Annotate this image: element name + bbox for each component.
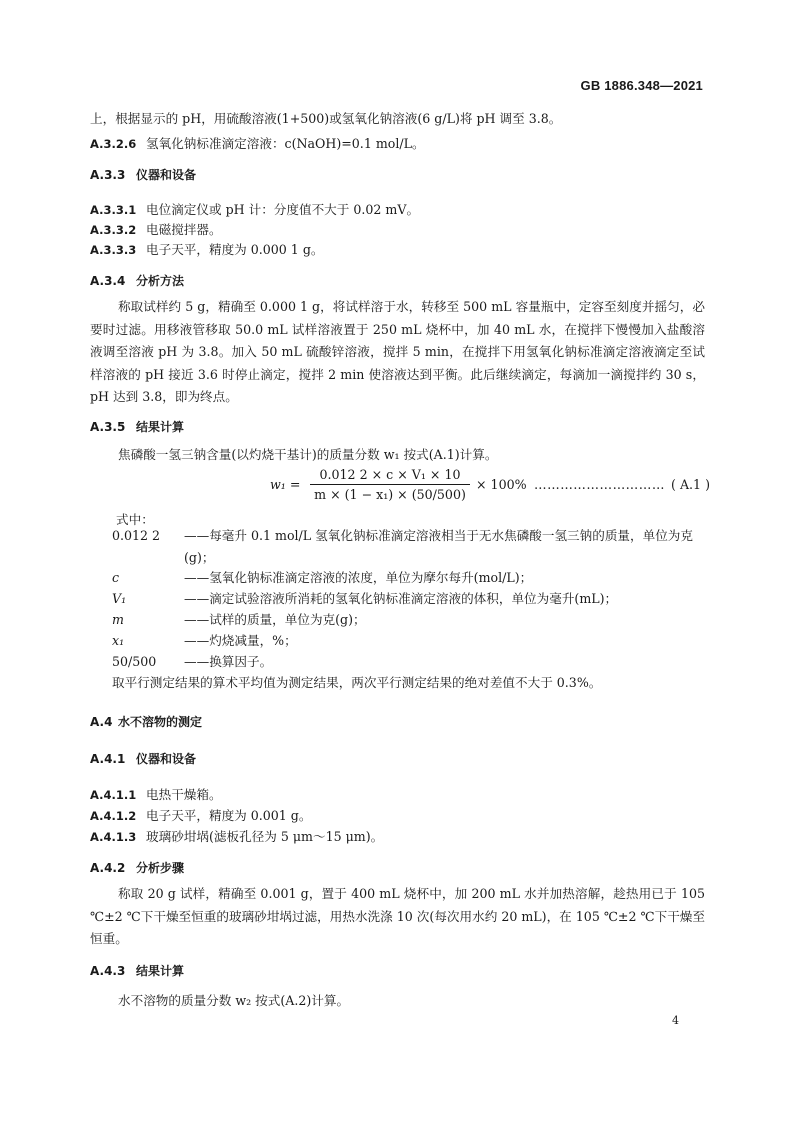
heading-a3-5 xyxy=(90,418,184,435)
item-a4-1-2 xyxy=(90,805,311,824)
variable-definition xyxy=(112,630,712,652)
analysis-method-paragraph: 称取试样约 5 g，精确至 0.000 1 g，将试样溶于水，转移至 500 mL 容量瓶中，定容至刻度并摇匀，必要时过滤。用移液管移取 50.0 mL 试样溶液置于 250 mL 烧杯中，加 40 mL 水，在搅拌下慢慢加入盐酸溶液调至溶液 pH 为 3.8。加入 50 mL 硫酸锌溶液，搅拌 5 min，在搅拌下用氢氧化钠标准滴定溶液滴定至试样溶液的 pH 接近 3.6 时停止滴定，搅拌 2 min 使溶液达到平衡。此后继续滴定，每滴加一滴搅拌约 30 s，pH 达到 3.8，即为终点。 xyxy=(90,299,705,404)
formula-a1 xyxy=(270,467,710,507)
item-number: A.3.3.3 xyxy=(90,243,137,257)
item-a3-2-6 xyxy=(90,133,425,152)
heading-a3-4 xyxy=(90,272,184,289)
variable-symbol: x₁ xyxy=(112,633,125,648)
item-a4-1-3 xyxy=(90,826,383,845)
item-text: 氢氧化钠标准滴定溶液：c(NaOH)=0.1 mol/L。 xyxy=(146,136,425,151)
variable-definition xyxy=(112,588,712,610)
heading-title: 分析方法 xyxy=(136,274,185,288)
item-number: A.3.3.2 xyxy=(90,223,137,237)
item-number: A.4.1.1 xyxy=(90,788,137,802)
where-label: 式中： xyxy=(116,512,154,527)
heading-title: 结果计算 xyxy=(136,420,185,434)
item-number: A.3.3.1 xyxy=(90,203,137,217)
item-text: 玻璃砂坩埚(滤板孔径为 5 μm～15 μm)。 xyxy=(146,829,384,844)
heading-number: A.3.5 xyxy=(90,420,126,434)
variable-description: ——换算因子。 xyxy=(184,654,273,669)
heading-number: A.4.2 xyxy=(90,861,126,875)
item-a3-3-2 xyxy=(90,219,222,238)
formula-a2-intro: 水不溶物的质量分数 w₂ 按式(A.2)计算。 xyxy=(118,993,350,1008)
variable-description: ——滴定试验溶液所消耗的氢氧化钠标准滴定溶液的体积，单位为毫升(mL)； xyxy=(184,591,618,606)
result-tail: 取平行测定结果的算术平均值为测定结果，两次平行测定结果的绝对差值不大于 0.3%。 xyxy=(112,675,602,690)
heading-a4 xyxy=(90,713,202,730)
variable-symbol: 50/500 xyxy=(112,654,157,669)
variable-description: ——试样的质量，单位为克(g)； xyxy=(184,612,366,627)
variable-definition xyxy=(112,567,712,589)
item-number: A.3.2.6 xyxy=(90,137,137,151)
formula-fraction xyxy=(310,467,470,502)
item-a4-1-1 xyxy=(90,784,222,803)
item-text: 电位滴定仪或 pH 计：分度值不大于 0.02 mV。 xyxy=(146,202,420,217)
variable-description: ——每毫升 0.1 mol/L 氢氧化钠标准滴定溶液相当于无水焦磷酸一氢三钠的质量，单位为克(g)； xyxy=(184,528,693,565)
variable-symbol: c xyxy=(112,570,120,585)
item-number: A.4.1.2 xyxy=(90,809,137,823)
formula-denominator: m × (1 − x₁) × (50/500) xyxy=(314,487,466,502)
item-text: 电子天平，精度为 0.000 1 g。 xyxy=(146,242,324,257)
heading-title: 结果计算 xyxy=(136,964,185,978)
formula-leader-dots: ………………………… xyxy=(534,477,665,492)
continued-text: 上，根据显示的 pH，用硫酸溶液(1+500)或氢氧化钠溶液(6 g/L)将 pH 调至 3.8。 xyxy=(90,111,562,126)
page-number: 4 xyxy=(672,1014,679,1027)
variable-definition xyxy=(112,609,712,631)
heading-title: 分析步骤 xyxy=(136,861,185,875)
heading-number: A.4.3 xyxy=(90,964,126,978)
item-text: 电磁搅拌器。 xyxy=(146,222,222,237)
item-text: 电热干燥箱。 xyxy=(146,787,222,802)
variable-definition xyxy=(112,651,712,673)
heading-a3-3 xyxy=(90,166,196,183)
heading-number: A.4 xyxy=(90,715,113,729)
formula-numerator: 0.012 2 × c × V₁ × 10 xyxy=(310,467,470,485)
heading-a4-3 xyxy=(90,962,184,979)
variable-description: ——氢氧化钠标准滴定溶液的浓度，单位为摩尔每升(mol/L)； xyxy=(184,570,533,585)
standard-code: GB 1886.348—2021 xyxy=(580,78,703,93)
heading-title: 仪器和设备 xyxy=(136,752,197,766)
formula-multiplier: × 100% xyxy=(476,477,527,492)
heading-number: A.3.3 xyxy=(90,168,126,182)
variable-description: ——灼烧减量，%； xyxy=(184,633,297,648)
item-text: 电子天平，精度为 0.001 g。 xyxy=(146,808,312,823)
heading-a4-2 xyxy=(90,859,184,876)
variable-definition xyxy=(112,525,712,569)
heading-a4-1 xyxy=(90,750,196,767)
item-a3-3-3 xyxy=(90,239,323,258)
analysis-step-paragraph: 称取 20 g 试样，精确至 0.001 g，置于 400 mL 烧杯中，加 200 mL 水并加热溶解，趁热用已于 105 ℃±2 ℃下干燥至恒重的玻璃砂坩埚过滤，用热水洗涤 10 次(每次用水约 20 mL)，在 105 ℃±2 ℃下干燥至恒重。 xyxy=(90,886,705,946)
variable-symbol: V₁ xyxy=(112,591,127,606)
heading-number: A.3.4 xyxy=(90,274,126,288)
heading-title: 水不溶物的测定 xyxy=(118,715,203,729)
equation-number: ( A.1 ) xyxy=(671,477,710,492)
item-a3-3-1 xyxy=(90,199,419,218)
variable-symbol: 0.012 2 xyxy=(112,528,161,543)
heading-number: A.4.1 xyxy=(90,752,126,766)
formula-lhs: w₁ = xyxy=(270,477,301,492)
formula-intro: 焦磷酸一氢三钠含量(以灼烧干基计)的质量分数 w₁ 按式(A.1)计算。 xyxy=(118,447,498,462)
heading-title: 仪器和设备 xyxy=(136,168,197,182)
item-number: A.4.1.3 xyxy=(90,830,137,844)
variable-symbol: m xyxy=(112,612,124,627)
